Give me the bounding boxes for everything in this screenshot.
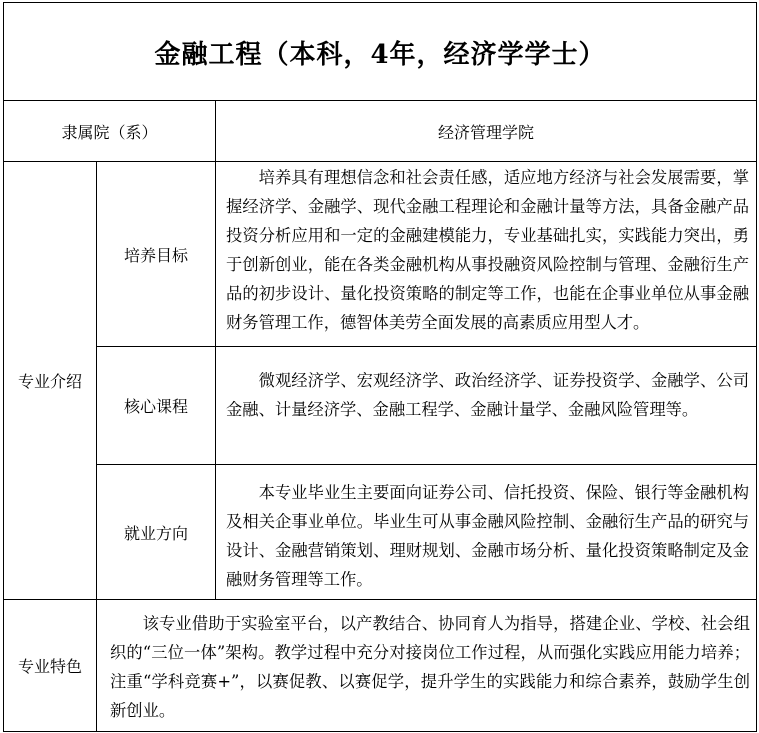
employment-text: 本专业毕业生主要面向证券公司、信托投资、保险、银行等金融机构及相关企事业单位。毕业生可从事金融风险控制、金融衍生产品的研究与设计、金融营销策划、理财规划、金融市场分析、量化投资策略制定及金融财务管理等工作。 xyxy=(226,483,749,589)
page-title: 金融工程（本科，4年，经济学学士） xyxy=(154,39,606,70)
features-text: 该专业借助于实验室平台，以产教结合、协同育人为指导，搭建企业、学校、社会组织的“三位一体”架构。教学过程中充分对接岗位工作过程，从而强化实践应用能力培养；注重“学科竞赛+”，以赛促教、以赛促学，提升学生的实践能力和综合素养，鼓励学生创新创业。 xyxy=(110,614,750,720)
divider xyxy=(4,599,756,600)
goal-text: 培养具有理想信念和社会责任感，适应地方经济与社会发展需要，掌握经济学、金融学、现代金融工程理论和金融计量等方法，具备金融产品投资分析应用和一定的金融建模能力，专业基础扎实，实践能力突出，勇于创新创业，能在各类金融机构从事投融资风险控制与管理、金融衍生产品的初步设计、量化投资策略的制定等工作，也能在企事业单位从事金融财务管理工作，德智体美劳全面发展的高素质应用型人才。 xyxy=(226,168,749,332)
divider xyxy=(215,161,216,599)
divider xyxy=(96,599,97,731)
program-table xyxy=(3,2,757,732)
affiliation-value: 经济管理学院 xyxy=(437,122,534,142)
features-label: 专业特色 xyxy=(17,657,82,676)
affiliation-label: 隶属院（系） xyxy=(61,122,158,142)
goal-label: 培养目标 xyxy=(123,245,188,265)
courses-text: 微观经济学、宏观经济学、政治经济学、证券投资学、金融学、公司金融、计量经济学、金融工程学、金融计量学、金融风险管理等。 xyxy=(226,371,749,419)
intro-label: 专业介绍 xyxy=(17,372,82,391)
courses-label: 核心课程 xyxy=(123,397,188,416)
employment-label: 就业方向 xyxy=(123,523,188,543)
